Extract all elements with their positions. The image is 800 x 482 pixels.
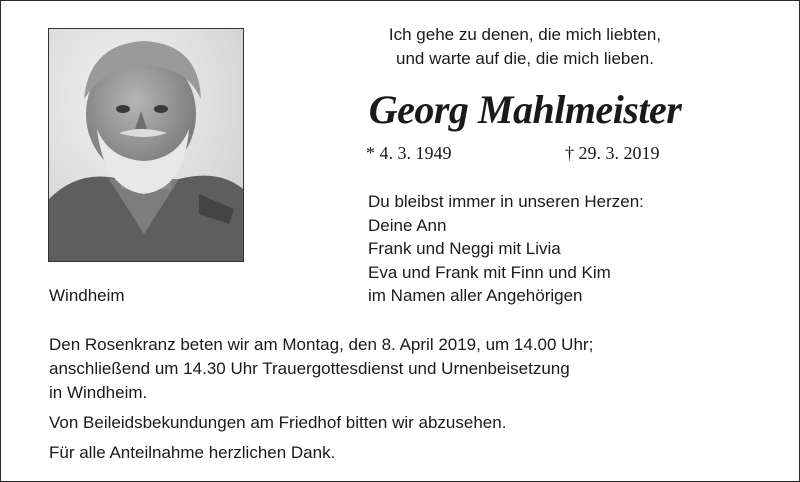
rosary-line: anschließend um 14.30 Uhr Trauergottesdienst und Urnenbeisetzung — [49, 359, 570, 378]
mourners-list — [368, 190, 644, 308]
deceased-name: Georg Mahlmeister — [368, 87, 682, 132]
mourners-line: Eva und Frank mit Finn und Kim — [368, 262, 611, 282]
motto-line-1: Ich gehe zu denen, die mich liebten, — [388, 25, 662, 44]
rosary-announcement — [49, 333, 749, 405]
condolence-note: Von Beileidsbekundungen am Friedhof bitten wir abzusehen. — [49, 413, 507, 432]
mourners-line: Frank und Neggi mit Livia — [368, 239, 561, 258]
birth-date: * 4. 3. 1949 — [366, 143, 452, 163]
place-of-residence: Windheim — [49, 286, 125, 305]
mourners-line: Du bleibst immer in unseren Herzen: — [368, 192, 644, 211]
death-date: † 29. 3. 2019 — [565, 143, 660, 163]
announcement-text — [49, 333, 749, 465]
portrait-photo — [48, 28, 244, 262]
rosary-line: in Windheim. — [49, 383, 148, 402]
motto-line-2: und warte auf die, die mich lieben. — [396, 49, 654, 68]
mourners-line: Deine Ann — [368, 215, 447, 235]
portrait-image — [49, 29, 243, 261]
mourners-line: im Namen aller Angehörigen — [368, 286, 583, 305]
rosary-line: Den Rosenkranz beten wir am Montag, den 8. April 2019, um 14.00 Uhr; — [49, 335, 594, 354]
thanks-note: Für alle Anteilnahme herzlichen Dank. — [49, 443, 336, 462]
